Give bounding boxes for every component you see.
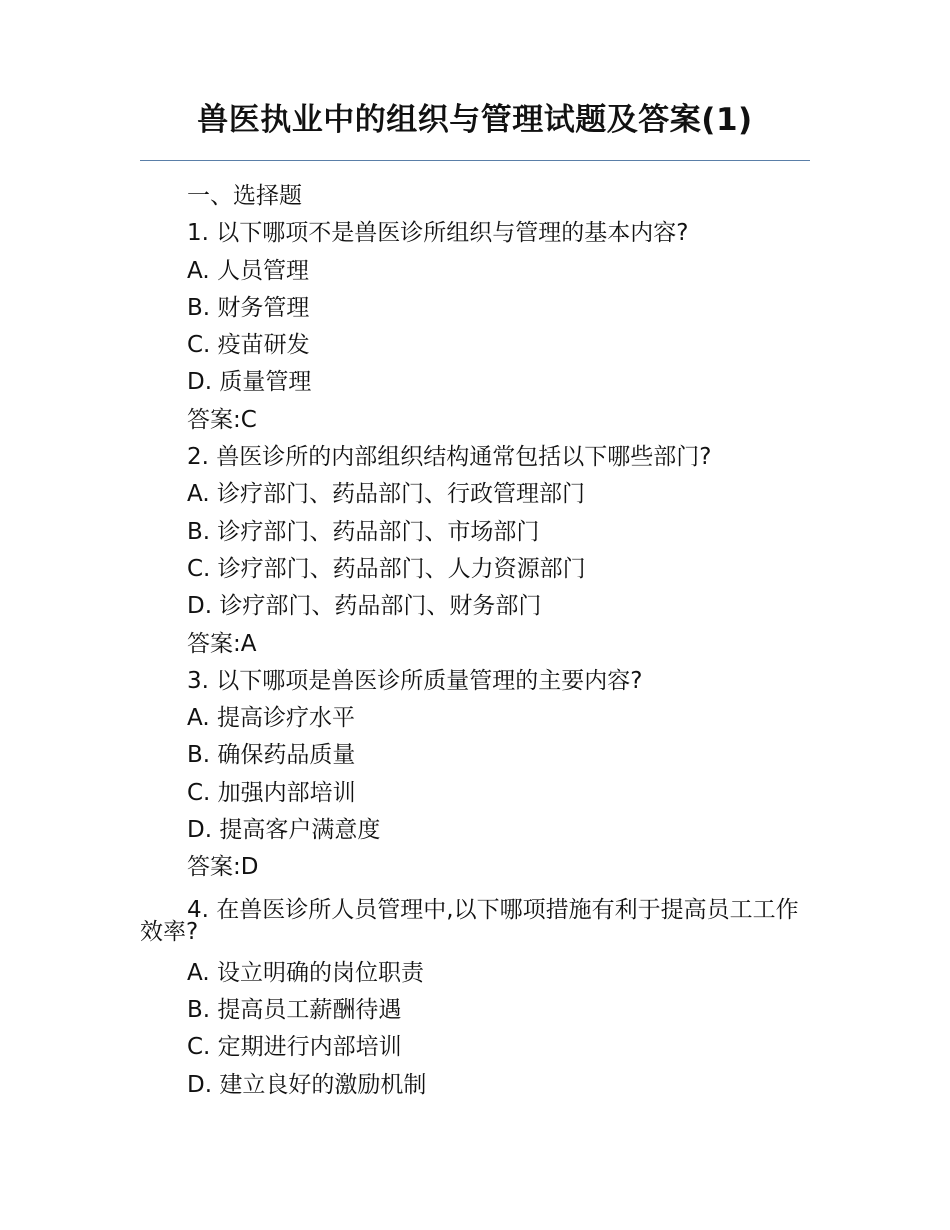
question-block-1	[140, 215, 810, 439]
option-a: A. 设立明确的岗位职责	[187, 959, 424, 986]
option-a: A. 人员管理	[187, 257, 309, 284]
option-d: D. 质量管理	[187, 369, 312, 396]
option-b: B. 诊疗部门、药品部门、市场部门	[187, 518, 540, 545]
question-text: 3. 以下哪项是兽医诊所质量管理的主要内容?	[187, 667, 643, 694]
question-text: 2. 兽医诊所的内部组织结构通常包括以下哪些部门?	[187, 444, 712, 471]
question-block-4	[140, 887, 810, 1104]
option-d: D. 诊疗部门、药品部门、财务部门	[187, 593, 542, 620]
question-text: 4. 在兽医诊所人员管理中,以下哪项措施有利于提高员工工作效率?	[140, 896, 799, 945]
question-text: 1. 以下哪项不是兽医诊所组织与管理的基本内容?	[187, 220, 689, 247]
option-a: A. 诊疗部门、药品部门、行政管理部门	[187, 481, 585, 508]
option-b: B. 确保药品质量	[187, 742, 356, 769]
question-block-2	[140, 439, 810, 663]
option-d: D. 建立良好的激励机制	[187, 1071, 427, 1098]
option-d: D. 提高客户满意度	[187, 817, 381, 844]
option-c: C. 加强内部培训	[187, 779, 356, 806]
option-a: A. 提高诊疗水平	[187, 705, 355, 732]
answer-text: 答案:C	[187, 406, 257, 433]
section-heading: 一、选择题	[187, 183, 302, 209]
answer-text: 答案:D	[187, 854, 259, 881]
option-b: B. 财务管理	[187, 294, 310, 321]
option-c: C. 定期进行内部培训	[187, 1034, 402, 1061]
option-c: C. 疫苗研发	[187, 332, 310, 359]
title-divider	[140, 160, 810, 161]
option-c: C. 诊疗部门、药品部门、人力资源部门	[187, 555, 586, 582]
option-b: B. 提高员工薪酬待遇	[187, 996, 402, 1023]
document-body	[140, 178, 810, 1104]
question-block-3	[140, 663, 810, 887]
document-title: 兽医执业中的组织与管理试题及答案(1)	[197, 102, 753, 138]
answer-text: 答案:A	[187, 630, 257, 657]
